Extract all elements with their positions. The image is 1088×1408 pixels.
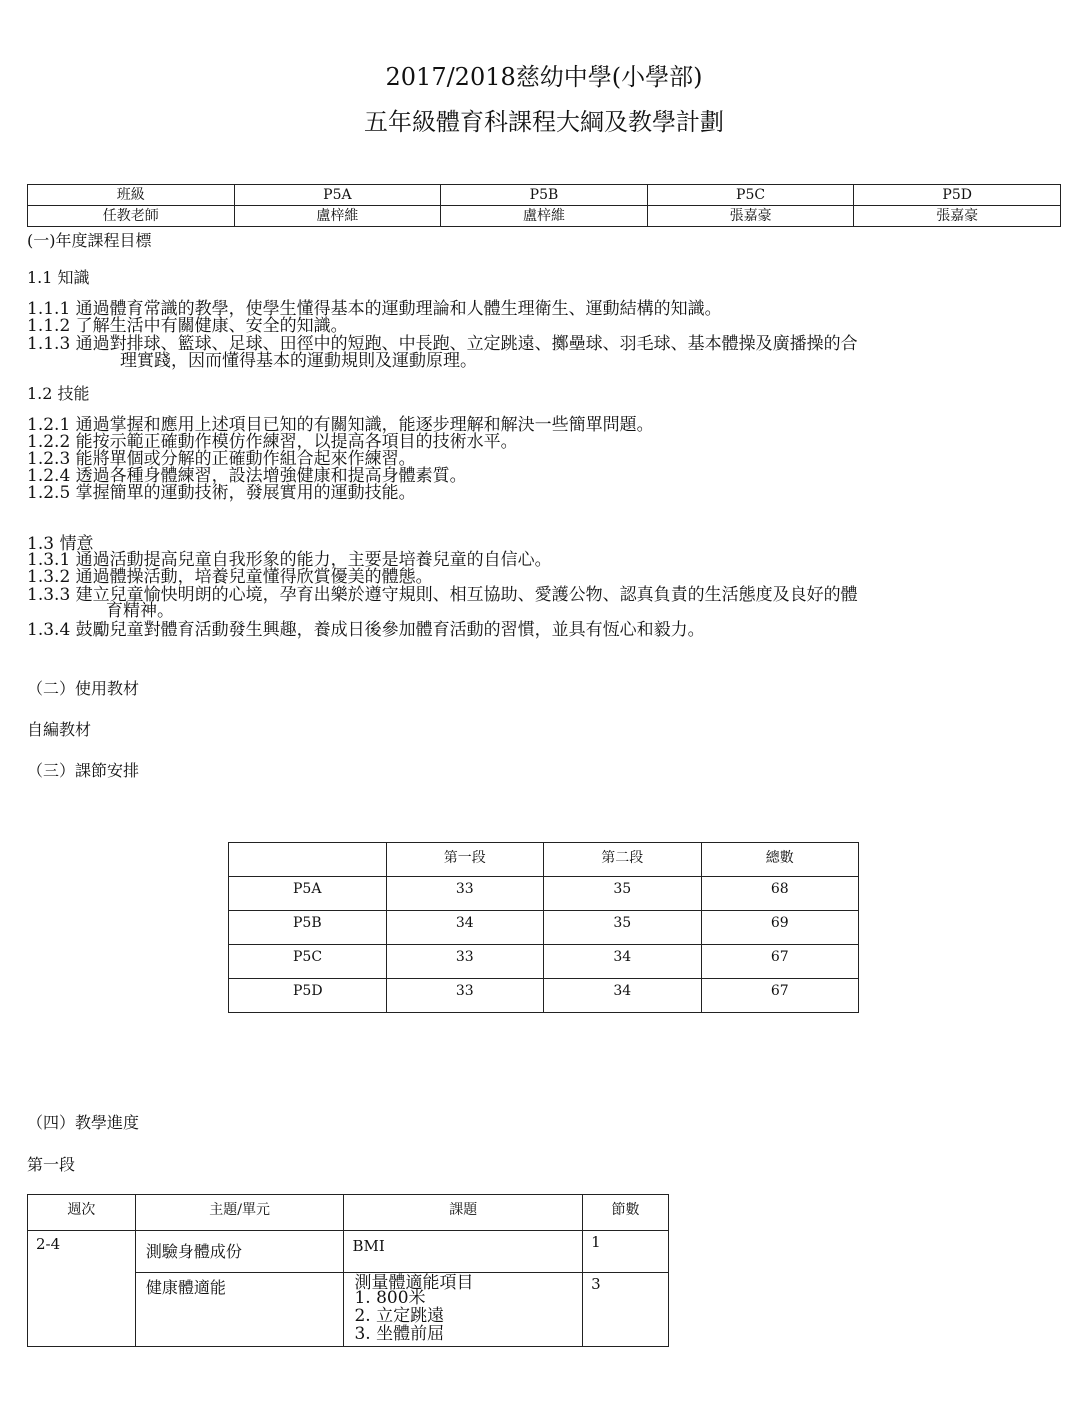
week-cell: 2-4 — [28, 1231, 136, 1347]
table-cell: 任教老師 — [28, 206, 235, 227]
table-row — [229, 979, 859, 1013]
count-cell: 1 — [583, 1231, 669, 1273]
list-item: 1.1.2 了解生活中有關健康、安全的知識。 — [27, 316, 348, 336]
count-cell: 3 — [583, 1273, 669, 1347]
document-title: 2017/2018慈幼中學(小學部) — [385, 63, 703, 91]
list-item: 1.2.4 透過各種身體練習，設法增強健康和提高身體素質。 — [27, 466, 467, 486]
table-cell: P5A — [229, 877, 387, 911]
list-item-continuation: 理實踐，因而懂得基本的運動規則及運動原理。 — [120, 351, 477, 371]
table-cell: P5C — [647, 185, 854, 206]
table-cell: 68 — [701, 877, 859, 911]
table-row — [229, 911, 859, 945]
list-item: 1.2.3 能將單個或分解的正確動作組合起來作練習。 — [27, 449, 416, 469]
progress-table — [27, 1194, 669, 1347]
table-cell: P5B — [441, 185, 648, 206]
table-header-cell — [229, 843, 387, 877]
list-item: 1.3.4 鼓勵兒童對體育活動發生興趣，養成日後參加體育活動的習慣，並具有恆心和毅力。 — [27, 620, 705, 640]
table-cell: 67 — [701, 979, 859, 1013]
teacher-table — [27, 184, 1061, 227]
table-cell: 盧梓維 — [441, 206, 648, 227]
section-heading-lessons: （三）課節安排 — [27, 761, 140, 780]
document-subtitle: 五年級體育科課程大綱及教學計劃 — [364, 108, 724, 136]
table-cell: 35 — [544, 877, 702, 911]
list-item: 1.2.1 通過掌握和應用上述項目已知的有關知識，能逐步理解和解決一些簡單問題。 — [27, 415, 654, 435]
table-row — [229, 945, 859, 979]
theme-cell: 測驗身體成份 — [135, 1231, 344, 1273]
lesson-cell — [344, 1273, 583, 1347]
lesson-line: 2. 立定跳遠 — [354, 1306, 445, 1326]
table-cell: 盧梓維 — [234, 206, 441, 227]
table-cell: 班級 — [28, 185, 235, 206]
subsection-heading-skills: 1.2 技能 — [27, 384, 90, 403]
table-cell: 33 — [386, 979, 544, 1013]
section-heading-materials: （二）使用教材 — [27, 679, 140, 698]
lesson-cell — [344, 1231, 583, 1273]
list-item: 1.1.3 通過對排球、籃球、足球、田徑中的短跑、中長跑、立定跳遠、擲壘球、羽毛球、基本體操及廣播操的合 — [27, 334, 858, 354]
table-cell: 張嘉豪 — [854, 206, 1061, 227]
table-header-row — [229, 843, 859, 877]
table-row — [28, 185, 1061, 206]
table-cell: P5B — [229, 911, 387, 945]
table-cell: 34 — [544, 945, 702, 979]
table-cell: P5A — [234, 185, 441, 206]
table-cell: P5D — [854, 185, 1061, 206]
table-row — [28, 206, 1061, 227]
term-label: 第一段 — [27, 1155, 76, 1174]
table-header-row — [28, 1195, 669, 1231]
table-header-cell: 週次 — [28, 1195, 136, 1231]
lesson-line: 1. 800米 — [354, 1288, 426, 1308]
table-cell: 34 — [544, 979, 702, 1013]
table-cell: 69 — [701, 911, 859, 945]
table-cell: 34 — [386, 911, 544, 945]
list-item-continuation: 育精神。 — [106, 601, 174, 621]
list-item: 1.3.1 通過活動提高兒童自我形象的能力，主要是培養兒童的自信心。 — [27, 550, 552, 570]
table-cell: 張嘉豪 — [647, 206, 854, 227]
theme-cell: 健康體適能 — [135, 1273, 344, 1347]
table-cell: 33 — [386, 877, 544, 911]
list-item: 1.2.5 掌握簡單的運動技術，發展實用的運動技能。 — [27, 483, 416, 503]
lesson-line: 測量體適能項目 — [354, 1273, 474, 1293]
table-cell: P5C — [229, 945, 387, 979]
table-row — [229, 877, 859, 911]
table-header-cell: 主題/單元 — [135, 1195, 344, 1231]
table-header-cell: 課題 — [344, 1195, 583, 1231]
subsection-heading-knowledge: 1.1 知識 — [27, 268, 90, 287]
table-header-cell: 節數 — [583, 1195, 669, 1231]
table-header-cell: 第一段 — [386, 843, 544, 877]
section-heading-goals: (一)年度課程目標 — [27, 231, 152, 250]
materials-text: 自編教材 — [27, 720, 92, 739]
list-item: 1.2.2 能按示範正確動作模仿作練習，以提高各項目的技術水平。 — [27, 432, 518, 452]
table-row — [28, 1231, 669, 1273]
lesson-line: BMI — [352, 1237, 385, 1255]
section-heading-progress: （四）教學進度 — [27, 1113, 140, 1132]
lesson-line: 3. 坐體前屈 — [354, 1324, 445, 1344]
table-cell: 35 — [544, 911, 702, 945]
lesson-count-table — [228, 842, 859, 1013]
table-cell: 33 — [386, 945, 544, 979]
table-header-cell: 總數 — [701, 843, 859, 877]
table-cell: 67 — [701, 945, 859, 979]
list-item: 1.3.2 通過體操活動，培養兒童懂得欣賞優美的體態。 — [27, 567, 433, 587]
list-item: 1.1.1 通過體育常識的教學，使學生懂得基本的運動理論和人體生理衛生、運動結構的知識。 — [27, 299, 722, 319]
table-header-cell: 第二段 — [544, 843, 702, 877]
table-cell: P5D — [229, 979, 387, 1013]
list-item: 1.3.3 建立兒童愉快明朗的心境，孕育出樂於遵守規則、相互協助、愛護公物、認真負責的生活態度及良好的體 — [27, 585, 858, 605]
subsection-heading-affect: 1.3 情意 — [27, 534, 94, 554]
